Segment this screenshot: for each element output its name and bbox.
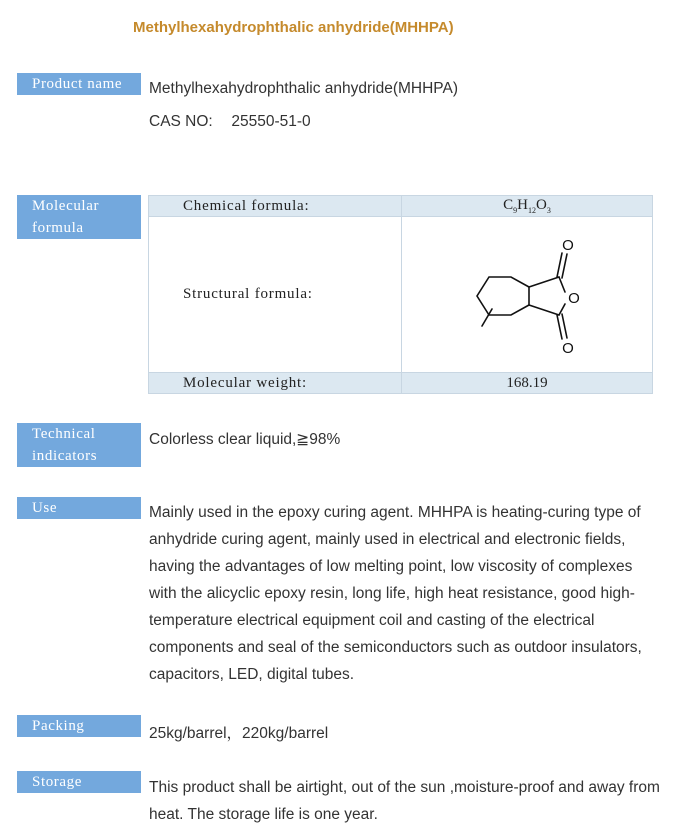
molecular-weight-label: Molecular weight:	[149, 373, 402, 394]
structural-formula-label: Structural formula:	[149, 217, 402, 373]
chemical-formula-value	[402, 196, 653, 217]
packing-label: Packing	[17, 715, 141, 737]
technical-label-line1: Technical	[32, 426, 96, 442]
use-text: Mainly used in the epoxy curing agent. MHHPA is heating-curing type of anhydride curing agent, mainly used in electrical and electronic fields, having the advantages of low melting point, low viscosity of complexes with the alicyclic epoxy resin, long life, high heat resistance, good high-temperature electrical equipment coil and casting of the electrical components and seal of the semiconductors such as outdoor insulators, capacitors, LED, digital tubes.	[149, 504, 642, 683]
carbonyl-oxygen-top: O	[562, 237, 574, 254]
product-name-value: Methylhexahydrophthalic anhydride(MHHPA)	[149, 80, 458, 97]
formula-h-count: 12	[528, 206, 536, 215]
structural-formula-row	[149, 217, 653, 373]
use-label: Use	[17, 497, 141, 519]
technical-indicators-value: Colorless clear liquid,≧98%	[149, 431, 341, 448]
formula-o-count: 3	[546, 206, 551, 215]
cas-label: CAS NO:	[149, 113, 213, 130]
molecular-formula-label	[17, 195, 141, 239]
technical-indicators-label	[17, 423, 141, 467]
formula-c-count: 9	[513, 206, 518, 215]
chemical-formula-row	[149, 196, 653, 217]
structural-formula-diagram	[402, 217, 652, 367]
molecular-label-line2: formula	[32, 220, 84, 236]
formula-c: C	[503, 197, 514, 213]
packing-value: 25kg/barrel，220kg/barrel	[149, 725, 329, 742]
formula-o: O	[536, 197, 547, 213]
cas-value: 25550-51-0	[231, 113, 311, 130]
chemical-formula-label: Chemical formula:	[149, 196, 402, 217]
molecular-weight-value: 168.19	[402, 373, 653, 394]
formula-h: H	[517, 197, 528, 213]
structural-formula-cell	[402, 217, 653, 373]
storage-text: This product shall be airtight, out of the sun ,moisture-proof and away from heat. The storage life is one year.	[149, 779, 660, 823]
storage-label: Storage	[17, 771, 141, 793]
cas-number	[149, 113, 311, 131]
molecular-label-line1: Molecular	[32, 198, 100, 214]
page-title: Methylhexahydrophthalic anhydride(MHHPA)	[133, 19, 454, 36]
technical-label-line2: indicators	[32, 448, 98, 464]
molecular-table	[148, 195, 653, 394]
molecular-weight-row	[149, 373, 653, 394]
carbonyl-oxygen-bottom: O	[562, 340, 574, 357]
ring-oxygen: O	[568, 290, 580, 307]
product-name-label: Product name	[17, 73, 141, 95]
